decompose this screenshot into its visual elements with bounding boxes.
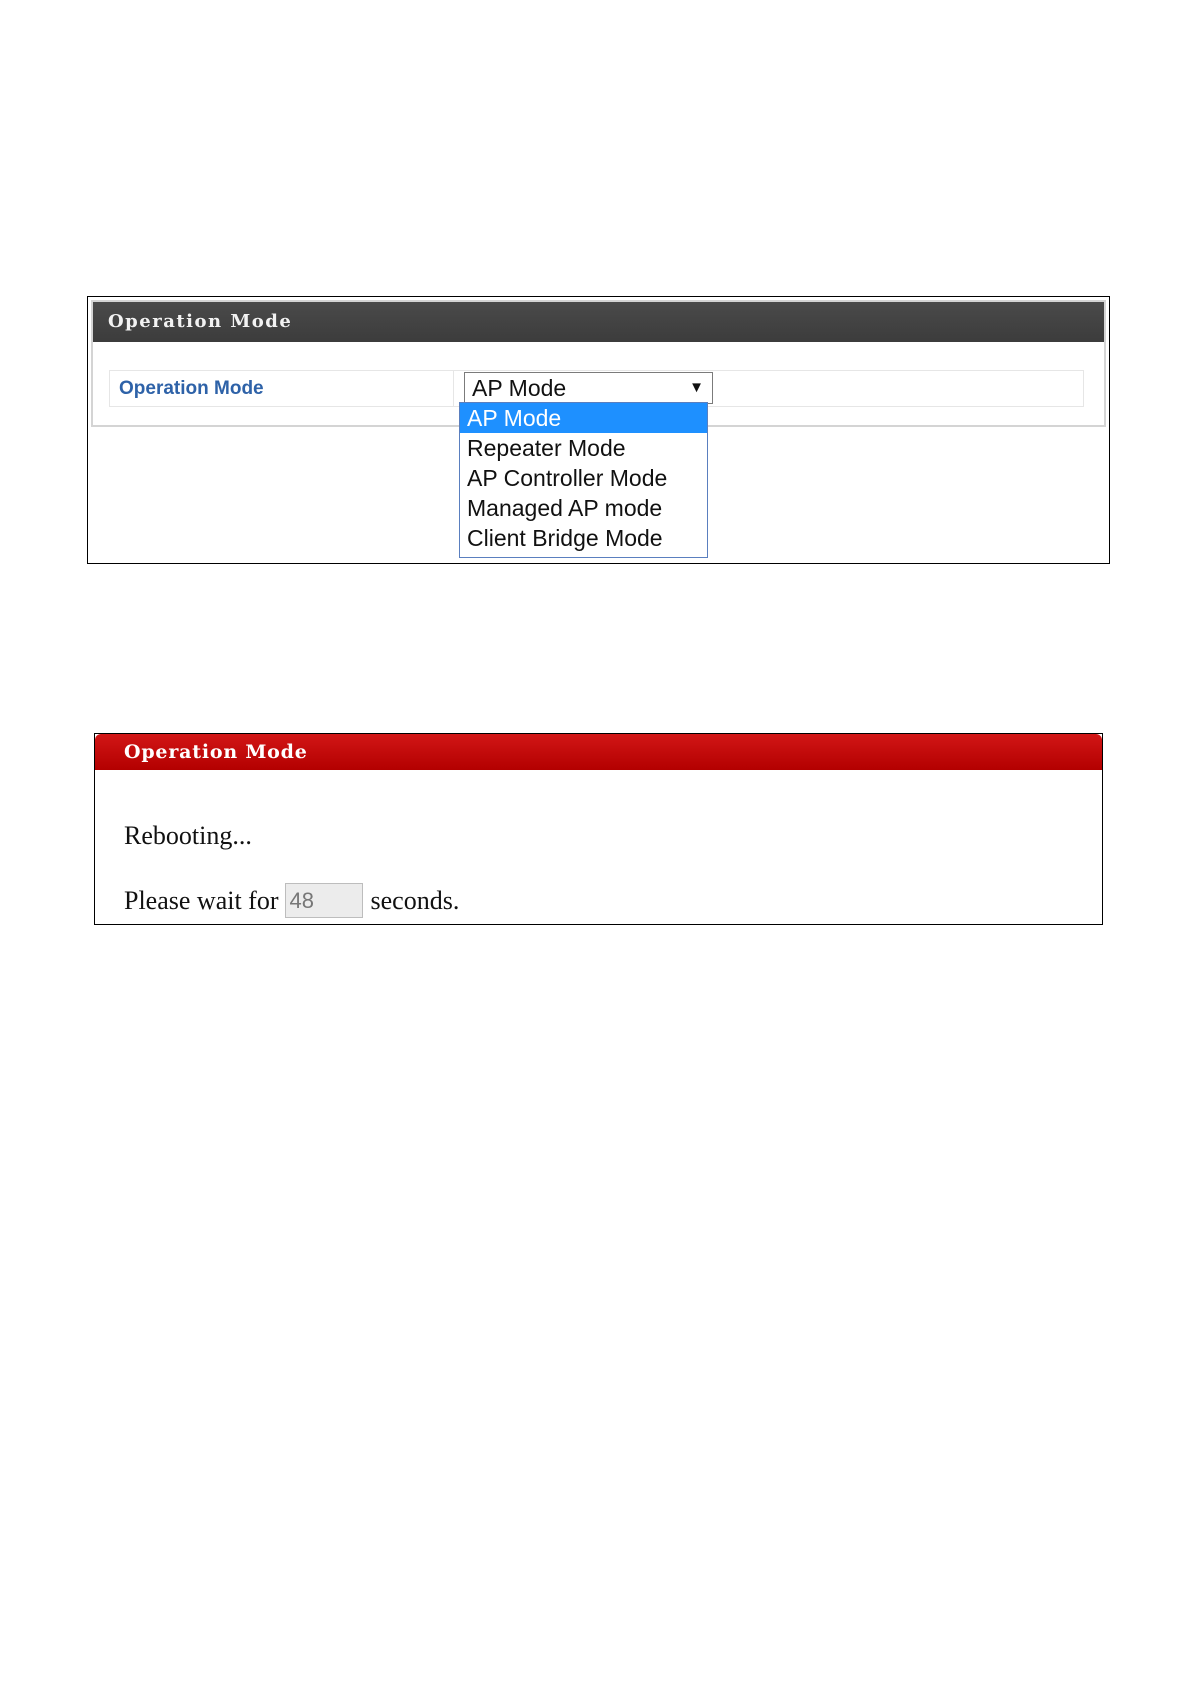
panel-header-title: Operation Mode [93,302,1104,342]
reboot-panel-header-title: Operation Mode [95,734,1102,770]
chevron-down-icon: ▼ [689,379,704,396]
option-ap-controller-mode[interactable]: AP Controller Mode [467,465,668,491]
wait-suffix: seconds. [370,885,460,915]
operation-mode-label: Operation Mode [110,371,454,406]
wait-message [124,883,459,918]
countdown-field: 48 [285,883,363,918]
wait-prefix: Please wait for [124,885,279,915]
select-current-value: AP Mode [472,375,567,401]
option-repeater-mode[interactable]: Repeater Mode [467,435,626,461]
option-managed-ap-mode[interactable]: Managed AP mode [467,495,663,521]
option-client-bridge-mode[interactable]: Client Bridge Mode [467,525,663,551]
operation-mode-dropdown-list [459,402,708,558]
operation-mode-select[interactable] [464,372,713,404]
rebooting-status: Rebooting... [124,821,252,850]
option-ap-mode[interactable]: AP Mode [460,403,707,433]
rebooting-screenshot [94,733,1103,925]
